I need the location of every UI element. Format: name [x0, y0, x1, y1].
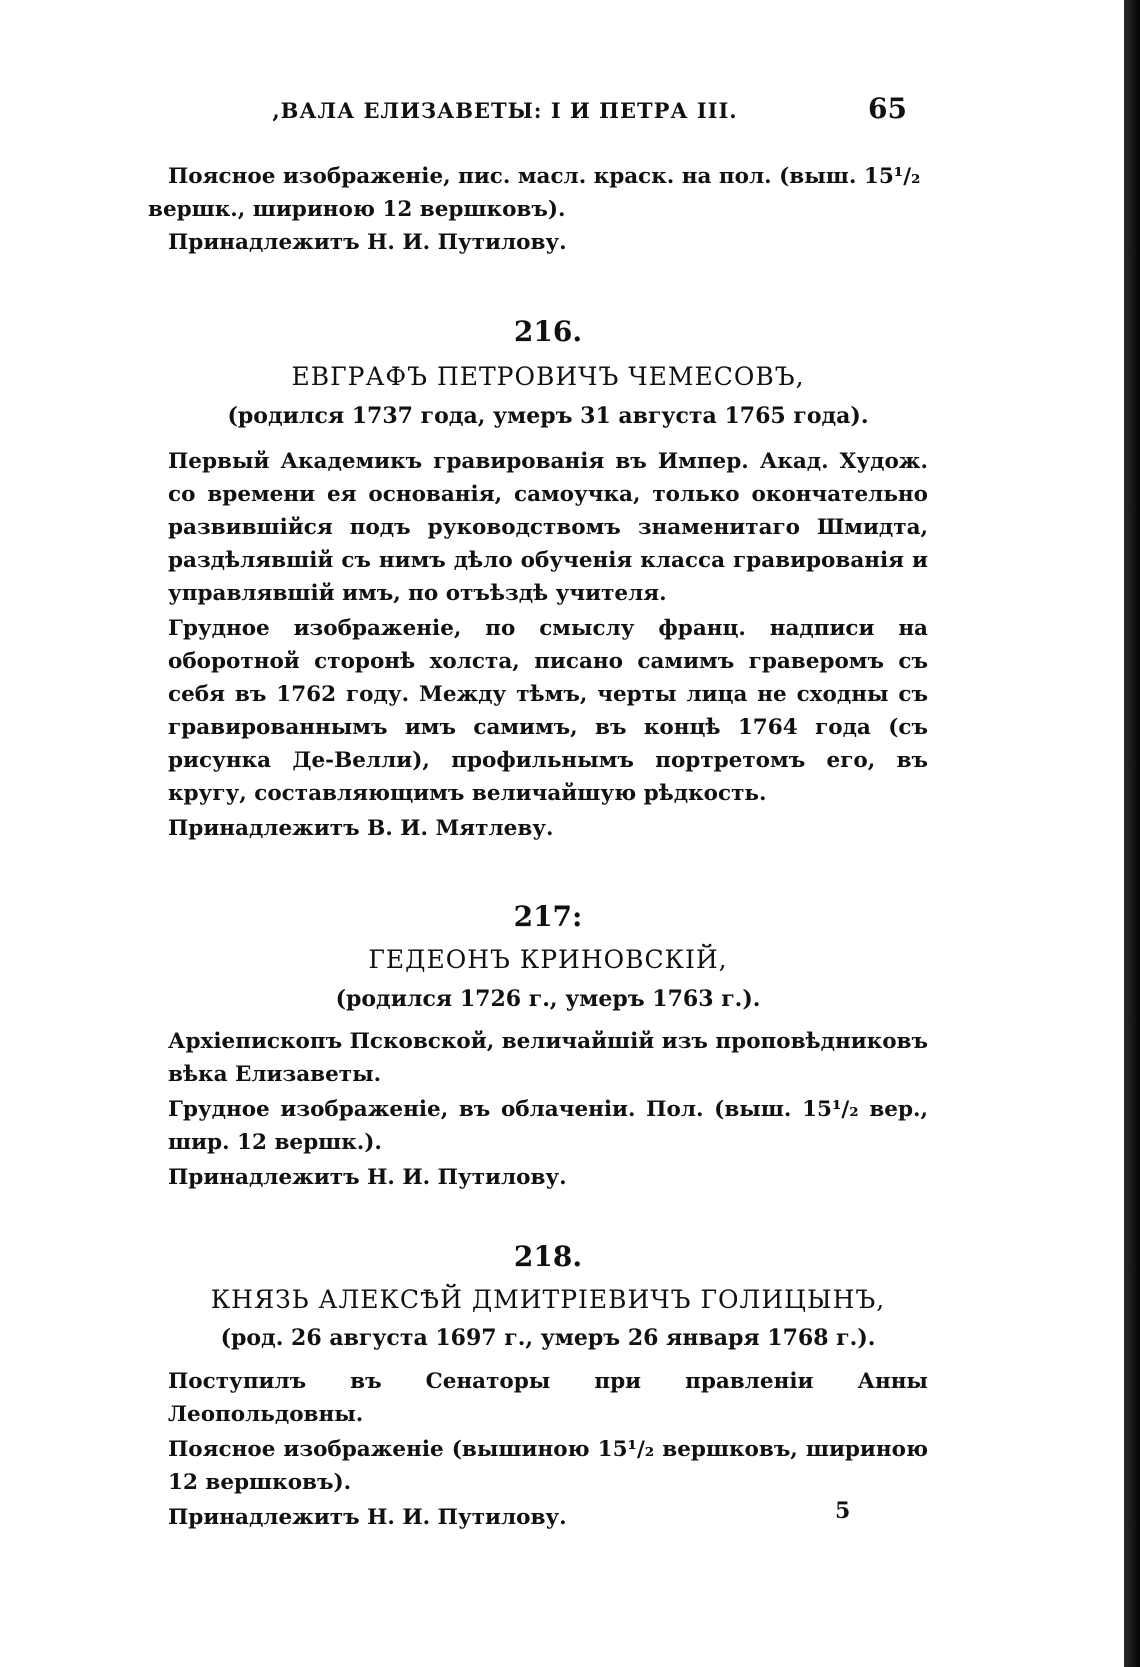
entry-paragraph: Первый Академикъ гравированія въ Импер. Акад. Худож. со времени ея основанія, самоучка, только окончательно развившійся подъ руководствомъ знаменитаго Шмидта, раздѣлявшій съ нимъ дѣло обученія класса гравированія и управлявшій имъ, по отъѣздѣ учителя. — [168, 449, 928, 606]
entry-paragraph: Грудное изображеніе, въ облаченіи. Пол. (выш. 15¹/₂ вер., шир. 12 вершк.). — [168, 1097, 928, 1155]
intro-block — [148, 160, 928, 259]
running-title: ,ВАЛА ЕЛИЗАВЕТЫ: I И ПЕТРА III. — [272, 98, 738, 123]
entry-paragraph: Архіепископъ Псковской, величайшій изъ проповѣдниковъ вѣка Елизаветы. — [168, 1029, 928, 1087]
entry-name: ЕВГРАФЪ ПЕТРОВИЧЪ ЧЕМЕСОВЪ, — [291, 362, 805, 391]
entry-owner: Принадлежитъ Н. И. Путилову. — [168, 1505, 567, 1530]
entry-owner: Принадлежитъ В. И. Мятлеву. — [168, 816, 554, 841]
entry-number: 217: — [513, 900, 583, 933]
page-edge-bar — [1124, 0, 1140, 1667]
entry-body — [168, 445, 928, 845]
entry-name: ГЕДЕОНЪ КРИНОВСКІЙ, — [368, 945, 728, 974]
entry-paragraph: Поясное изображеніе (вышиною 15¹/₂ вершковъ, шириною 12 вершковъ). — [168, 1437, 928, 1495]
entry-owner: Принадлежитъ Н. И. Путилову. — [168, 1165, 567, 1190]
entry-number: 216. — [513, 315, 583, 348]
entry-dates: (род. 26 августа 1697 г., умеръ 26 января 1768 г.). — [220, 1325, 876, 1351]
entry-dates: (родился 1726 г., умеръ 1763 г.). — [335, 986, 761, 1012]
signature-mark: 5 — [835, 1498, 851, 1524]
entry-body — [168, 1365, 928, 1534]
entry-paragraph: Грудное изображеніе, по смыслу франц. надписи на оборотной сторонѣ холста, писано самимъ граверомъ съ себя въ 1762 году. Между тѣмъ, черты лица не сходны съ гравированнымъ имъ самимъ, въ концѣ 1764 года (съ рисунка Де-Велли), профильнымъ портретомъ его, въ кругу, составляющимъ величайшую рѣдкость. — [168, 616, 928, 806]
page-number: 65 — [868, 92, 907, 125]
entry-number: 218. — [513, 1240, 583, 1273]
entry-body — [168, 1025, 928, 1194]
entry-dates: (родился 1737 года, умеръ 31 августа 1765 года). — [227, 403, 869, 429]
intro-line-1: Поясное изображеніе, пис. масл. краск. на пол. (выш. 15¹/₂ — [168, 164, 921, 189]
entry-paragraph: Поступилъ въ Сенаторы при правленіи Анны Леопольдовны. — [168, 1369, 928, 1427]
entry-name: КНЯЗЬ АЛЕКСѢЙ ДМИТРІЕВИЧЪ ГОЛИЦЫНЪ, — [210, 1285, 886, 1314]
intro-line-3: Принадлежитъ Н. И. Путилову. — [168, 230, 567, 255]
intro-line-2: вершк., шириною 12 вершковъ). — [148, 197, 566, 222]
